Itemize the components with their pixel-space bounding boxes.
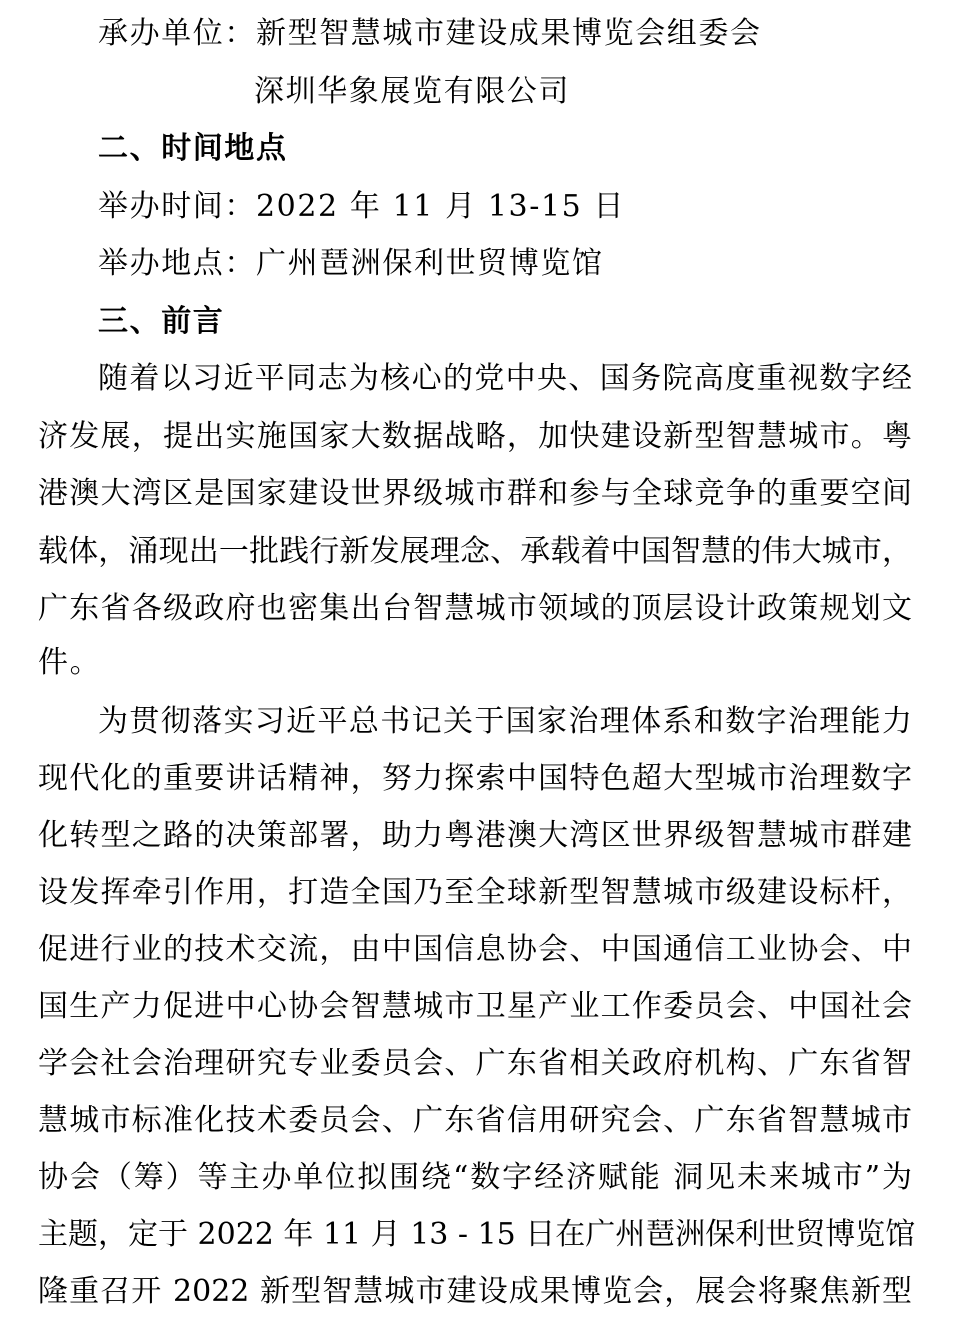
paragraph-line: 港澳大湾区是国家建设世界级城市群和参与全球竞争的重要空间 — [38, 476, 912, 511]
paragraph-line: 国生产力促进中心协会智慧城市卫星产业工作委员会、中国社会 — [38, 989, 912, 1024]
paragraph-line: 慧城市标准化技术委员会、广东省信用研究会、广东省智慧城市 — [38, 1103, 912, 1138]
paragraph-line: 促进行业的技术交流，由中国信息协会、中国通信工业协会、中 — [38, 932, 912, 967]
event-place: 举办地点：广州琶洲保利世贸博览馆 — [98, 246, 604, 281]
organizer-line-2: 深圳华象展览有限公司 — [254, 74, 570, 109]
paragraph-line: 广东省各级政府也密集出台智慧城市领域的顶层设计政策规划文 — [38, 591, 912, 626]
paragraph-line: 隆重召开 2022 新型智慧城市建设成果博览会，展会将聚焦新型 — [38, 1274, 912, 1309]
paragraph-line: 设发挥牵引作用，打造全国乃至全球新型智慧城市级建设标杆， — [38, 875, 912, 910]
paragraph-line: 学会社会治理研究专业委员会、广东省相关政府机构、广东省智 — [38, 1046, 912, 1081]
section-heading-time-place: 二、时间地点 — [98, 131, 288, 166]
paragraph-line: 主题，定于 2022 年 11 月 13 - 15 日在广州琶洲保利世贸博览馆 — [38, 1217, 916, 1252]
paragraph-line: 件。 — [38, 645, 102, 680]
organizer-line: 承办单位：新型智慧城市建设成果博览会组委会 — [98, 16, 762, 51]
section-heading-preface: 三、前言 — [98, 304, 225, 339]
paragraph-line: 载体，涌现出一批践行新发展理念、承载着中国智慧的伟大城市， — [38, 534, 912, 569]
paragraph-line: 济发展，提出实施国家大数据战略，加快建设新型智慧城市。粤 — [38, 419, 912, 454]
paragraph-line: 协会（筹）等主办单位拟围绕“数字经济赋能 洞见未来城市”为 — [38, 1160, 912, 1195]
paragraph-line: 随着以习近平同志为核心的党中央、国务院高度重视数字经 — [98, 361, 912, 396]
paragraph-line: 为贯彻落实习近平总书记关于国家治理体系和数字治理能力 — [98, 704, 912, 739]
event-time: 举办时间：2022 年 11 月 13-15 日 — [98, 189, 626, 224]
paragraph-line: 现代化的重要讲话精神，努力探索中国特色超大型城市治理数字 — [38, 761, 912, 796]
paragraph-line: 化转型之路的决策部署，助力粤港澳大湾区世界级智慧城市群建 — [38, 818, 912, 853]
